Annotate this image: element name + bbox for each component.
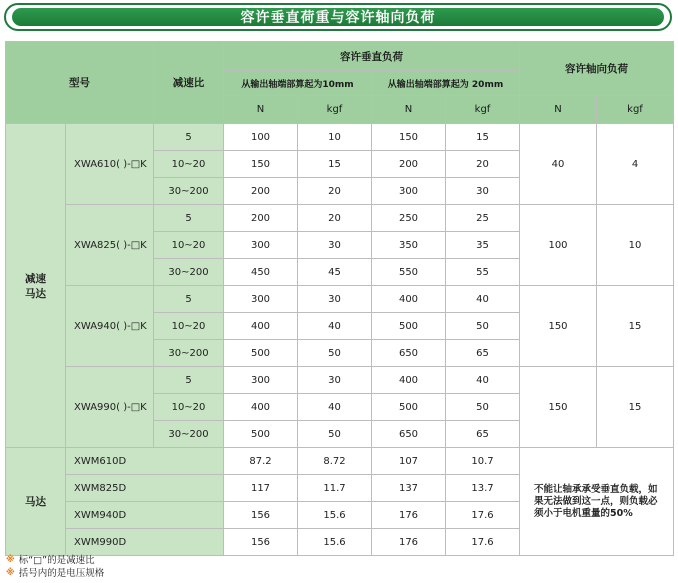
vertical-n-10mm: 156	[224, 502, 298, 529]
unit-n-20mm: N	[372, 96, 446, 124]
model-name: XWA610( )-□K	[66, 124, 154, 205]
table-row	[6, 448, 674, 475]
vertical-n-10mm: 300	[224, 286, 298, 313]
footnote-1	[6, 554, 104, 567]
vertical-n-20mm: 650	[372, 340, 446, 367]
axial-n: 40	[520, 124, 597, 205]
group-reduction-motor: 减速 马达	[6, 124, 66, 448]
vertical-n-20mm: 176	[372, 529, 446, 556]
vertical-kgf-20mm: 17.6	[446, 502, 520, 529]
vertical-n-20mm: 200	[372, 151, 446, 178]
axial-n: 100	[520, 205, 597, 286]
vertical-kgf-10mm: 45	[298, 259, 372, 286]
vertical-n-10mm: 500	[224, 421, 298, 448]
vertical-n-10mm: 200	[224, 205, 298, 232]
vertical-kgf-20mm: 25	[446, 205, 520, 232]
table-row	[6, 367, 674, 394]
table-row	[6, 124, 674, 151]
model-name: XWA940( )-□K	[66, 286, 154, 367]
vertical-kgf-20mm: 30	[446, 178, 520, 205]
vertical-kgf-10mm: 50	[298, 421, 372, 448]
vertical-n-20mm: 400	[372, 286, 446, 313]
axial-n: 150	[520, 367, 597, 448]
vertical-kgf-10mm: 8.72	[298, 448, 372, 475]
axial-kgf: 4	[597, 124, 674, 205]
vertical-kgf-10mm: 40	[298, 313, 372, 340]
model-name: XWM610D	[66, 448, 224, 475]
page-title: 容许垂直荷重与容许轴向负荷	[240, 10, 436, 26]
vertical-kgf-20mm: 13.7	[446, 475, 520, 502]
vertical-n-20mm: 350	[372, 232, 446, 259]
vertical-n-10mm: 117	[224, 475, 298, 502]
vertical-n-10mm: 300	[224, 232, 298, 259]
ratio-value: 30~200	[154, 259, 224, 286]
footnote-1-text: 标“□”的是减速比	[18, 555, 95, 566]
footnote-2-text: 括号内的是电压规格	[18, 568, 105, 579]
unit-n-axial: N	[520, 96, 597, 124]
axial-kgf: 15	[597, 286, 674, 367]
axial-n: 150	[520, 286, 597, 367]
vertical-kgf-10mm: 20	[298, 205, 372, 232]
model-name: XWM825D	[66, 475, 224, 502]
vertical-kgf-20mm: 50	[446, 313, 520, 340]
vertical-n-20mm: 400	[372, 367, 446, 394]
vertical-kgf-20mm: 35	[446, 232, 520, 259]
footnote-2	[6, 567, 104, 580]
vertical-kgf-20mm: 40	[446, 367, 520, 394]
vertical-n-20mm: 150	[372, 124, 446, 151]
vertical-n-10mm: 400	[224, 394, 298, 421]
vertical-kgf-10mm: 30	[298, 367, 372, 394]
footnotes	[6, 554, 104, 580]
ratio-value: 30~200	[154, 340, 224, 367]
vertical-kgf-10mm: 15	[298, 151, 372, 178]
vertical-kgf-10mm: 40	[298, 394, 372, 421]
vertical-n-20mm: 500	[372, 394, 446, 421]
unit-kgf-10mm: kgf	[298, 96, 372, 124]
title-banner-fill	[12, 8, 664, 26]
header-ratio: 减速比	[154, 42, 224, 124]
ratio-value: 10~20	[154, 394, 224, 421]
ratio-value: 30~200	[154, 421, 224, 448]
ratio-value: 30~200	[154, 178, 224, 205]
vertical-kgf-20mm: 10.7	[446, 448, 520, 475]
motor-load-note: 不能让轴承承受垂直负载，如果无法做到这一点，则负载必须小于电机重量的50%	[520, 448, 674, 556]
model-name: XWA825( )-□K	[66, 205, 154, 286]
table-row	[6, 205, 674, 232]
vertical-kgf-10mm: 10	[298, 124, 372, 151]
ratio-value: 5	[154, 205, 224, 232]
title-banner	[4, 3, 672, 31]
vertical-n-20mm: 650	[372, 421, 446, 448]
unit-kgf-20mm: kgf	[446, 96, 520, 124]
vertical-kgf-10mm: 30	[298, 232, 372, 259]
axial-kgf: 10	[597, 205, 674, 286]
header-cond-20mm: 从输出轴端部算起为 20mm	[372, 71, 520, 96]
vertical-kgf-20mm: 40	[446, 286, 520, 313]
vertical-kgf-20mm: 55	[446, 259, 520, 286]
unit-kgf-axial: kgf	[597, 96, 674, 124]
vertical-n-10mm: 200	[224, 178, 298, 205]
vertical-kgf-10mm: 20	[298, 178, 372, 205]
axial-kgf: 15	[597, 367, 674, 448]
vertical-kgf-20mm: 15	[446, 124, 520, 151]
vertical-n-20mm: 500	[372, 313, 446, 340]
ratio-value: 10~20	[154, 232, 224, 259]
vertical-kgf-10mm: 50	[298, 340, 372, 367]
vertical-kgf-10mm: 15.6	[298, 529, 372, 556]
model-name: XWM990D	[66, 529, 224, 556]
vertical-n-20mm: 300	[372, 178, 446, 205]
ratio-value: 5	[154, 286, 224, 313]
model-name: XWM940D	[66, 502, 224, 529]
vertical-n-10mm: 156	[224, 529, 298, 556]
table-row	[6, 286, 674, 313]
header-axial-load: 容许轴向负荷	[520, 42, 674, 96]
vertical-kgf-20mm: 50	[446, 394, 520, 421]
vertical-kgf-20mm: 17.6	[446, 529, 520, 556]
vertical-n-10mm: 400	[224, 313, 298, 340]
vertical-kgf-20mm: 65	[446, 421, 520, 448]
vertical-n-10mm: 100	[224, 124, 298, 151]
vertical-kgf-10mm: 11.7	[298, 475, 372, 502]
vertical-n-10mm: 450	[224, 259, 298, 286]
vertical-n-20mm: 137	[372, 475, 446, 502]
vertical-kgf-10mm: 30	[298, 286, 372, 313]
header-vertical-load: 容许垂直负荷	[224, 42, 520, 71]
ratio-value: 5	[154, 367, 224, 394]
vertical-kgf-20mm: 20	[446, 151, 520, 178]
header-cond-10mm: 从输出轴端部算起为10mm	[224, 71, 372, 96]
ratio-value: 5	[154, 124, 224, 151]
vertical-kgf-20mm: 65	[446, 340, 520, 367]
unit-n-10mm: N	[224, 96, 298, 124]
asterisk-icon: ※	[6, 555, 15, 565]
model-name: XWA990( )-□K	[66, 367, 154, 448]
ratio-value: 10~20	[154, 313, 224, 340]
load-spec-table	[5, 41, 674, 556]
ratio-value: 10~20	[154, 151, 224, 178]
vertical-kgf-10mm: 15.6	[298, 502, 372, 529]
vertical-n-10mm: 87.2	[224, 448, 298, 475]
asterisk-icon: ※	[6, 568, 15, 578]
vertical-n-20mm: 550	[372, 259, 446, 286]
vertical-n-20mm: 250	[372, 205, 446, 232]
group-motor: 马达	[6, 448, 66, 556]
header-model: 型号	[6, 42, 154, 124]
vertical-n-10mm: 500	[224, 340, 298, 367]
vertical-n-20mm: 107	[372, 448, 446, 475]
vertical-n-20mm: 176	[372, 502, 446, 529]
vertical-n-10mm: 300	[224, 367, 298, 394]
vertical-n-10mm: 150	[224, 151, 298, 178]
